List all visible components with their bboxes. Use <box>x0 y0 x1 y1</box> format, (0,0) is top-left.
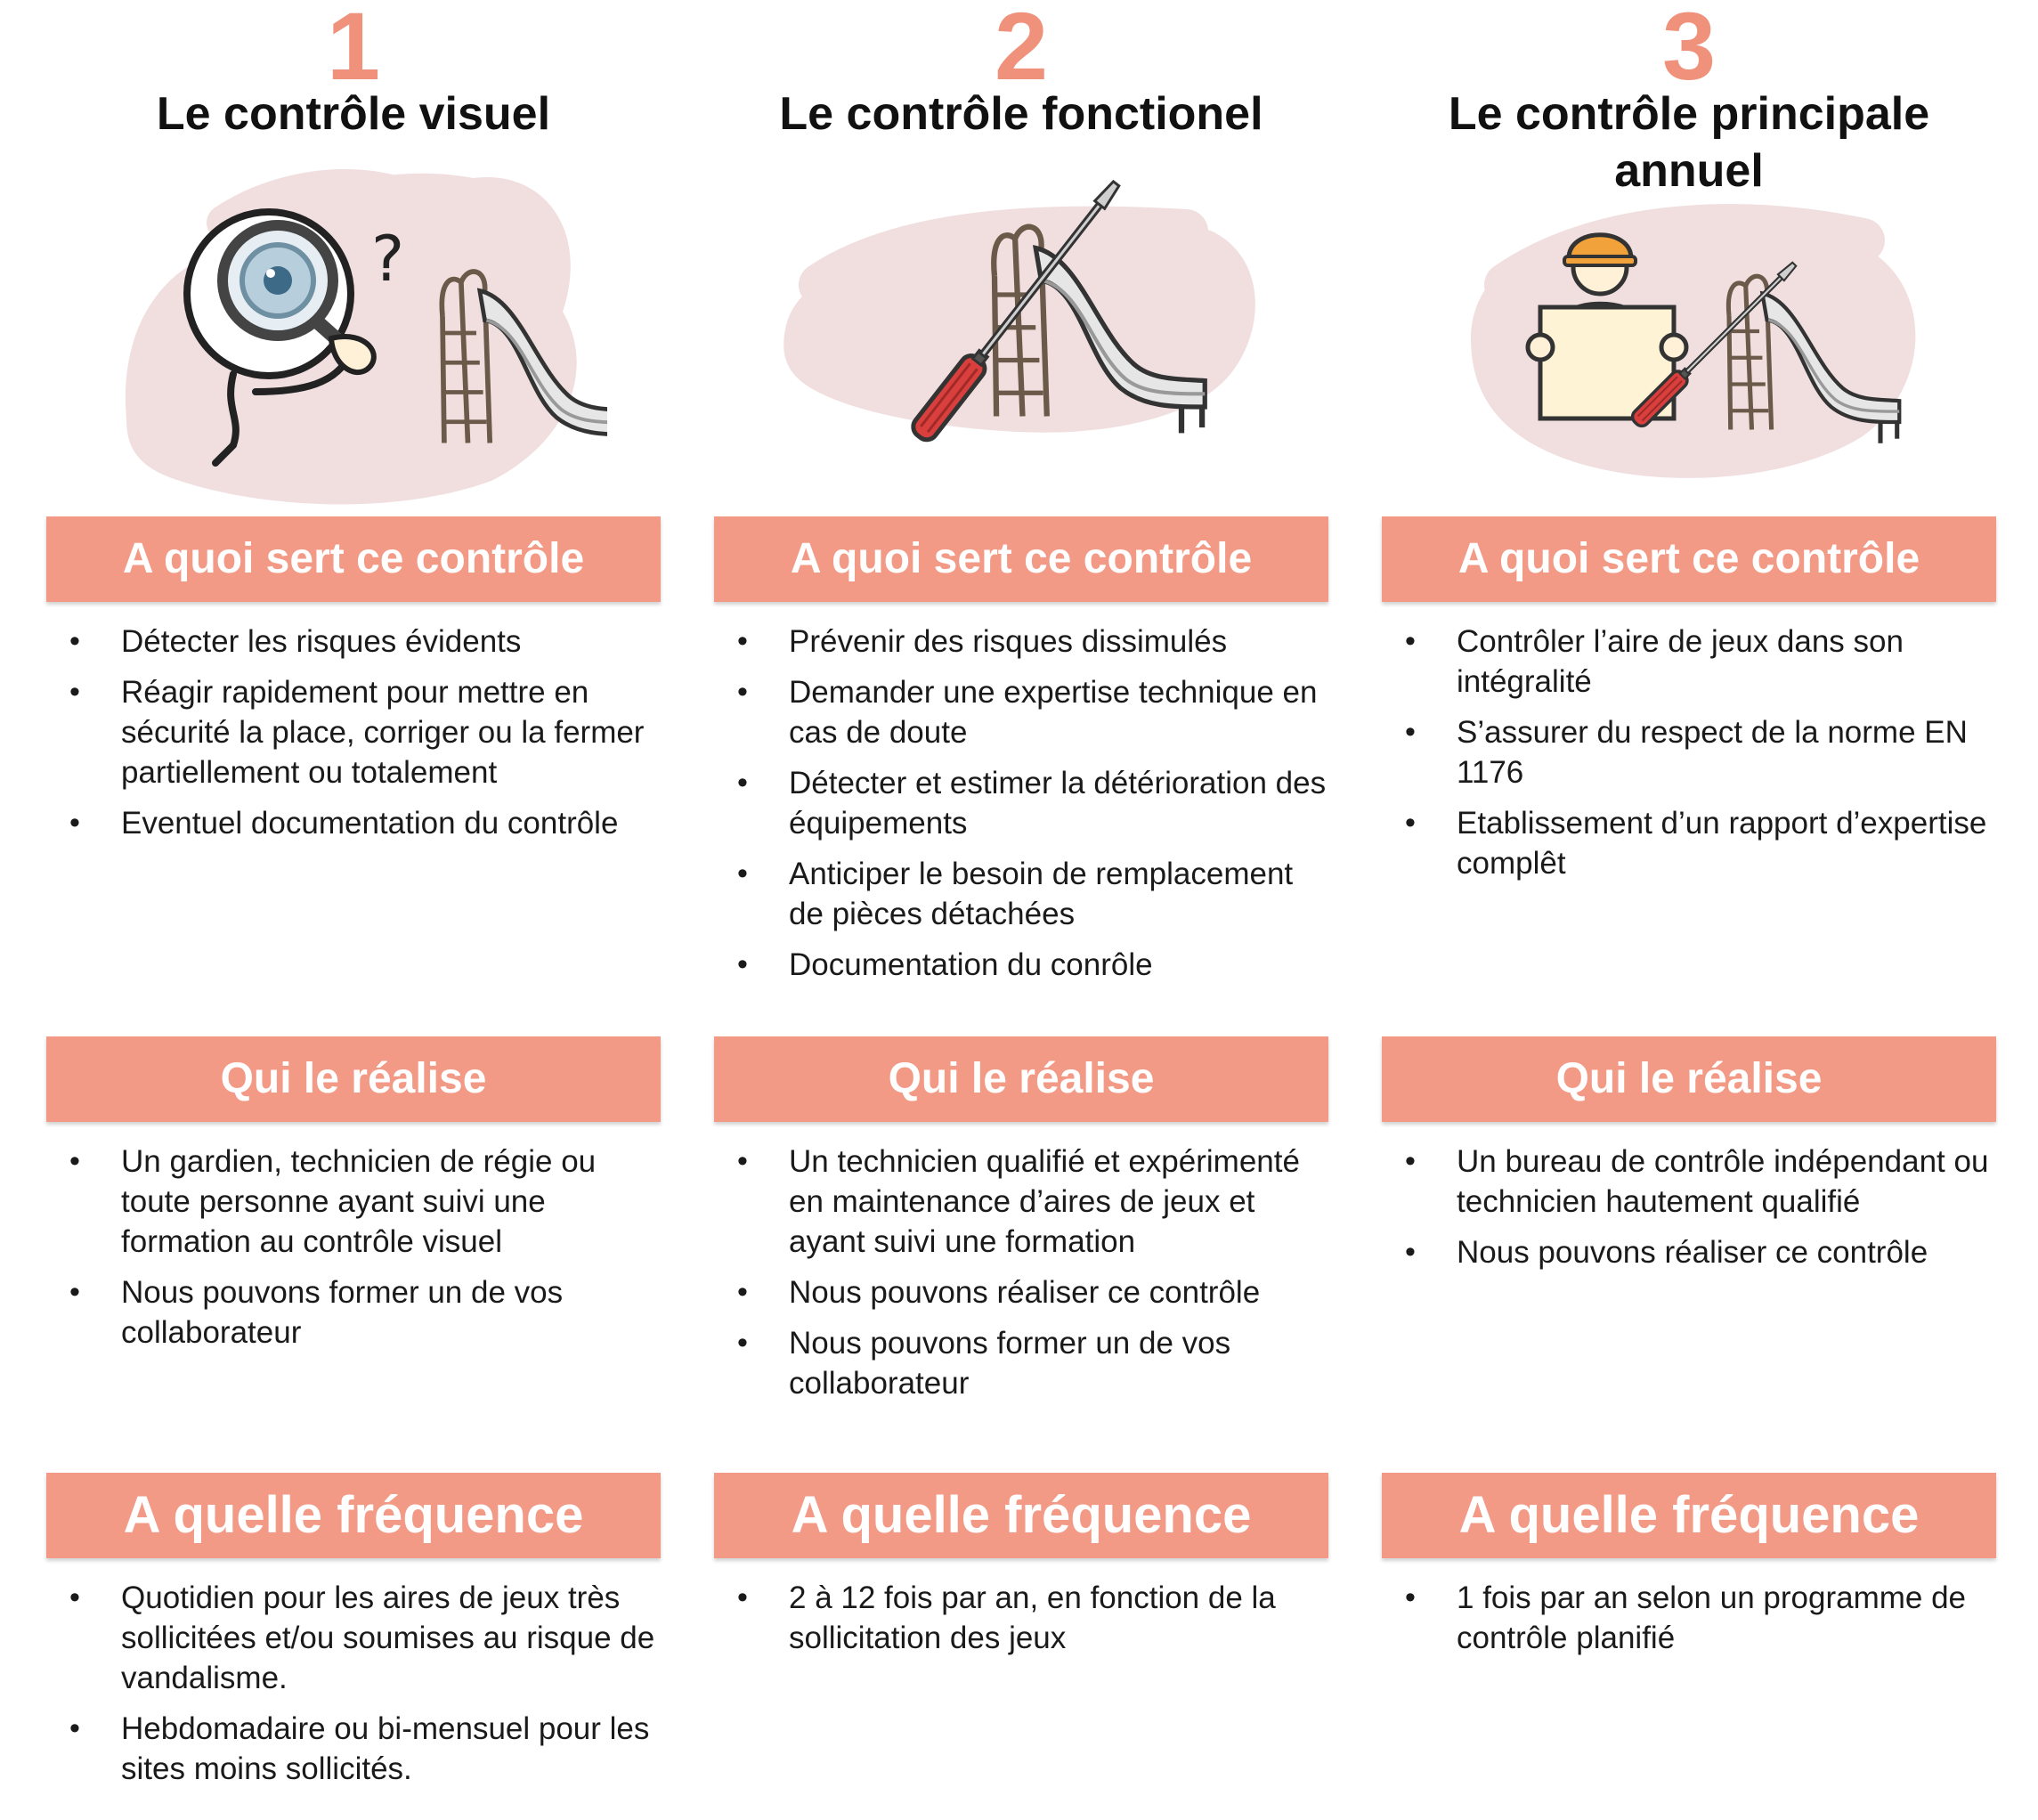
list-item: • Nous pouvons réaliser ce contrôle <box>1382 1232 1996 1272</box>
list-item: • S’assurer du respect de la norme EN 1176 <box>1382 712 1996 792</box>
section-header-who: Qui le réalise <box>1382 1036 1996 1122</box>
frequency-list <box>1382 1578 1996 1669</box>
column-3 <box>1382 0 1996 1820</box>
section-header-purpose: A quoi sert ce contrôle <box>714 516 1328 602</box>
list-item: • Documentation du conrôle <box>714 945 1328 985</box>
column-2 <box>714 0 1328 1820</box>
purpose-list <box>714 622 1328 995</box>
step-number: 1 <box>326 0 381 100</box>
list-item: • Contrôler l’aire de jeux dans son intégralité <box>1382 622 1996 702</box>
purpose-list <box>1382 622 1996 894</box>
frequency-list <box>714 1578 1328 1669</box>
magnifier-eye-slide-icon <box>100 125 607 516</box>
section-header-frequency: A quelle fréquence <box>714 1473 1328 1558</box>
list-item: • Un bureau de contrôle indépendant ou technicien hautement qualifié <box>1382 1142 1996 1222</box>
section-header-purpose: A quoi sert ce contrôle <box>1382 516 1996 602</box>
list-item: • 1 fois par an selon un programme de contrôle planifié <box>1382 1578 1996 1658</box>
list-item: • Détecter et estimer la détérioration des équipements <box>714 763 1328 843</box>
list-item: • Prévenir des risques dissimulés <box>714 622 1328 662</box>
section-header-who: Qui le réalise <box>46 1036 661 1122</box>
list-item: • Etablissement d’un rapport d’expertise complêt <box>1382 803 1996 883</box>
list-item: • Détecter les risques évidents <box>46 622 661 662</box>
purpose-list <box>46 622 661 854</box>
who-list <box>46 1142 661 1363</box>
who-list <box>714 1142 1328 1414</box>
column-title: Le contrôle visuel <box>156 88 551 140</box>
step-number: 2 <box>994 0 1049 100</box>
section-header-frequency: A quelle fréquence <box>46 1473 661 1558</box>
list-item: • Hebdomadaire ou bi-mensuel pour les sites moins sollicités. <box>46 1709 661 1789</box>
step-number: 3 <box>1661 0 1717 100</box>
column-title: Le contrôle fonctionel <box>779 88 1263 140</box>
list-item: • 2 à 12 fois par an, en fonction de la sollicitation des jeux <box>714 1578 1328 1658</box>
list-item: • Quotidien pour les aires de jeux très sollicitées et/ou soumises au risque de vandalisme. <box>46 1578 661 1698</box>
section-header-who: Qui le réalise <box>714 1036 1328 1122</box>
list-item: • Un technicien qualifié et expérimenté en maintenance d’aires de jeux et ayant suivi une formation <box>714 1142 1328 1262</box>
inspector-slide-icon <box>1435 125 1943 516</box>
list-item: • Nous pouvons réaliser ce contrôle <box>714 1272 1328 1312</box>
column-title: Le contrôle principale annuel <box>1448 88 1930 197</box>
section-header-frequency: A quelle fréquence <box>1382 1473 1996 1558</box>
column-1 <box>46 0 661 1820</box>
list-item: • Nous pouvons former un de vos collaborateur <box>714 1323 1328 1403</box>
list-item: • Eventuel documentation du contrôle <box>46 803 661 843</box>
who-list <box>1382 1142 1996 1283</box>
list-item: • Anticiper le besoin de remplacement de pièces détachées <box>714 854 1328 934</box>
section-header-purpose: A quoi sert ce contrôle <box>46 516 661 602</box>
svg-text:?: ? <box>371 223 405 296</box>
list-item: • Demander une expertise technique en cas de doute <box>714 672 1328 752</box>
screwdriver-slide-icon <box>767 125 1275 516</box>
list-item: • Nous pouvons former un de vos collaborateur <box>46 1272 661 1353</box>
list-item: • Réagir rapidement pour mettre en sécurité la place, corriger ou la fermer partiellement ou totalement <box>46 672 661 792</box>
frequency-list <box>46 1578 661 1800</box>
list-item: • Un gardien, technicien de régie ou toute personne ayant suivi une formation au contrôle visuel <box>46 1142 661 1262</box>
